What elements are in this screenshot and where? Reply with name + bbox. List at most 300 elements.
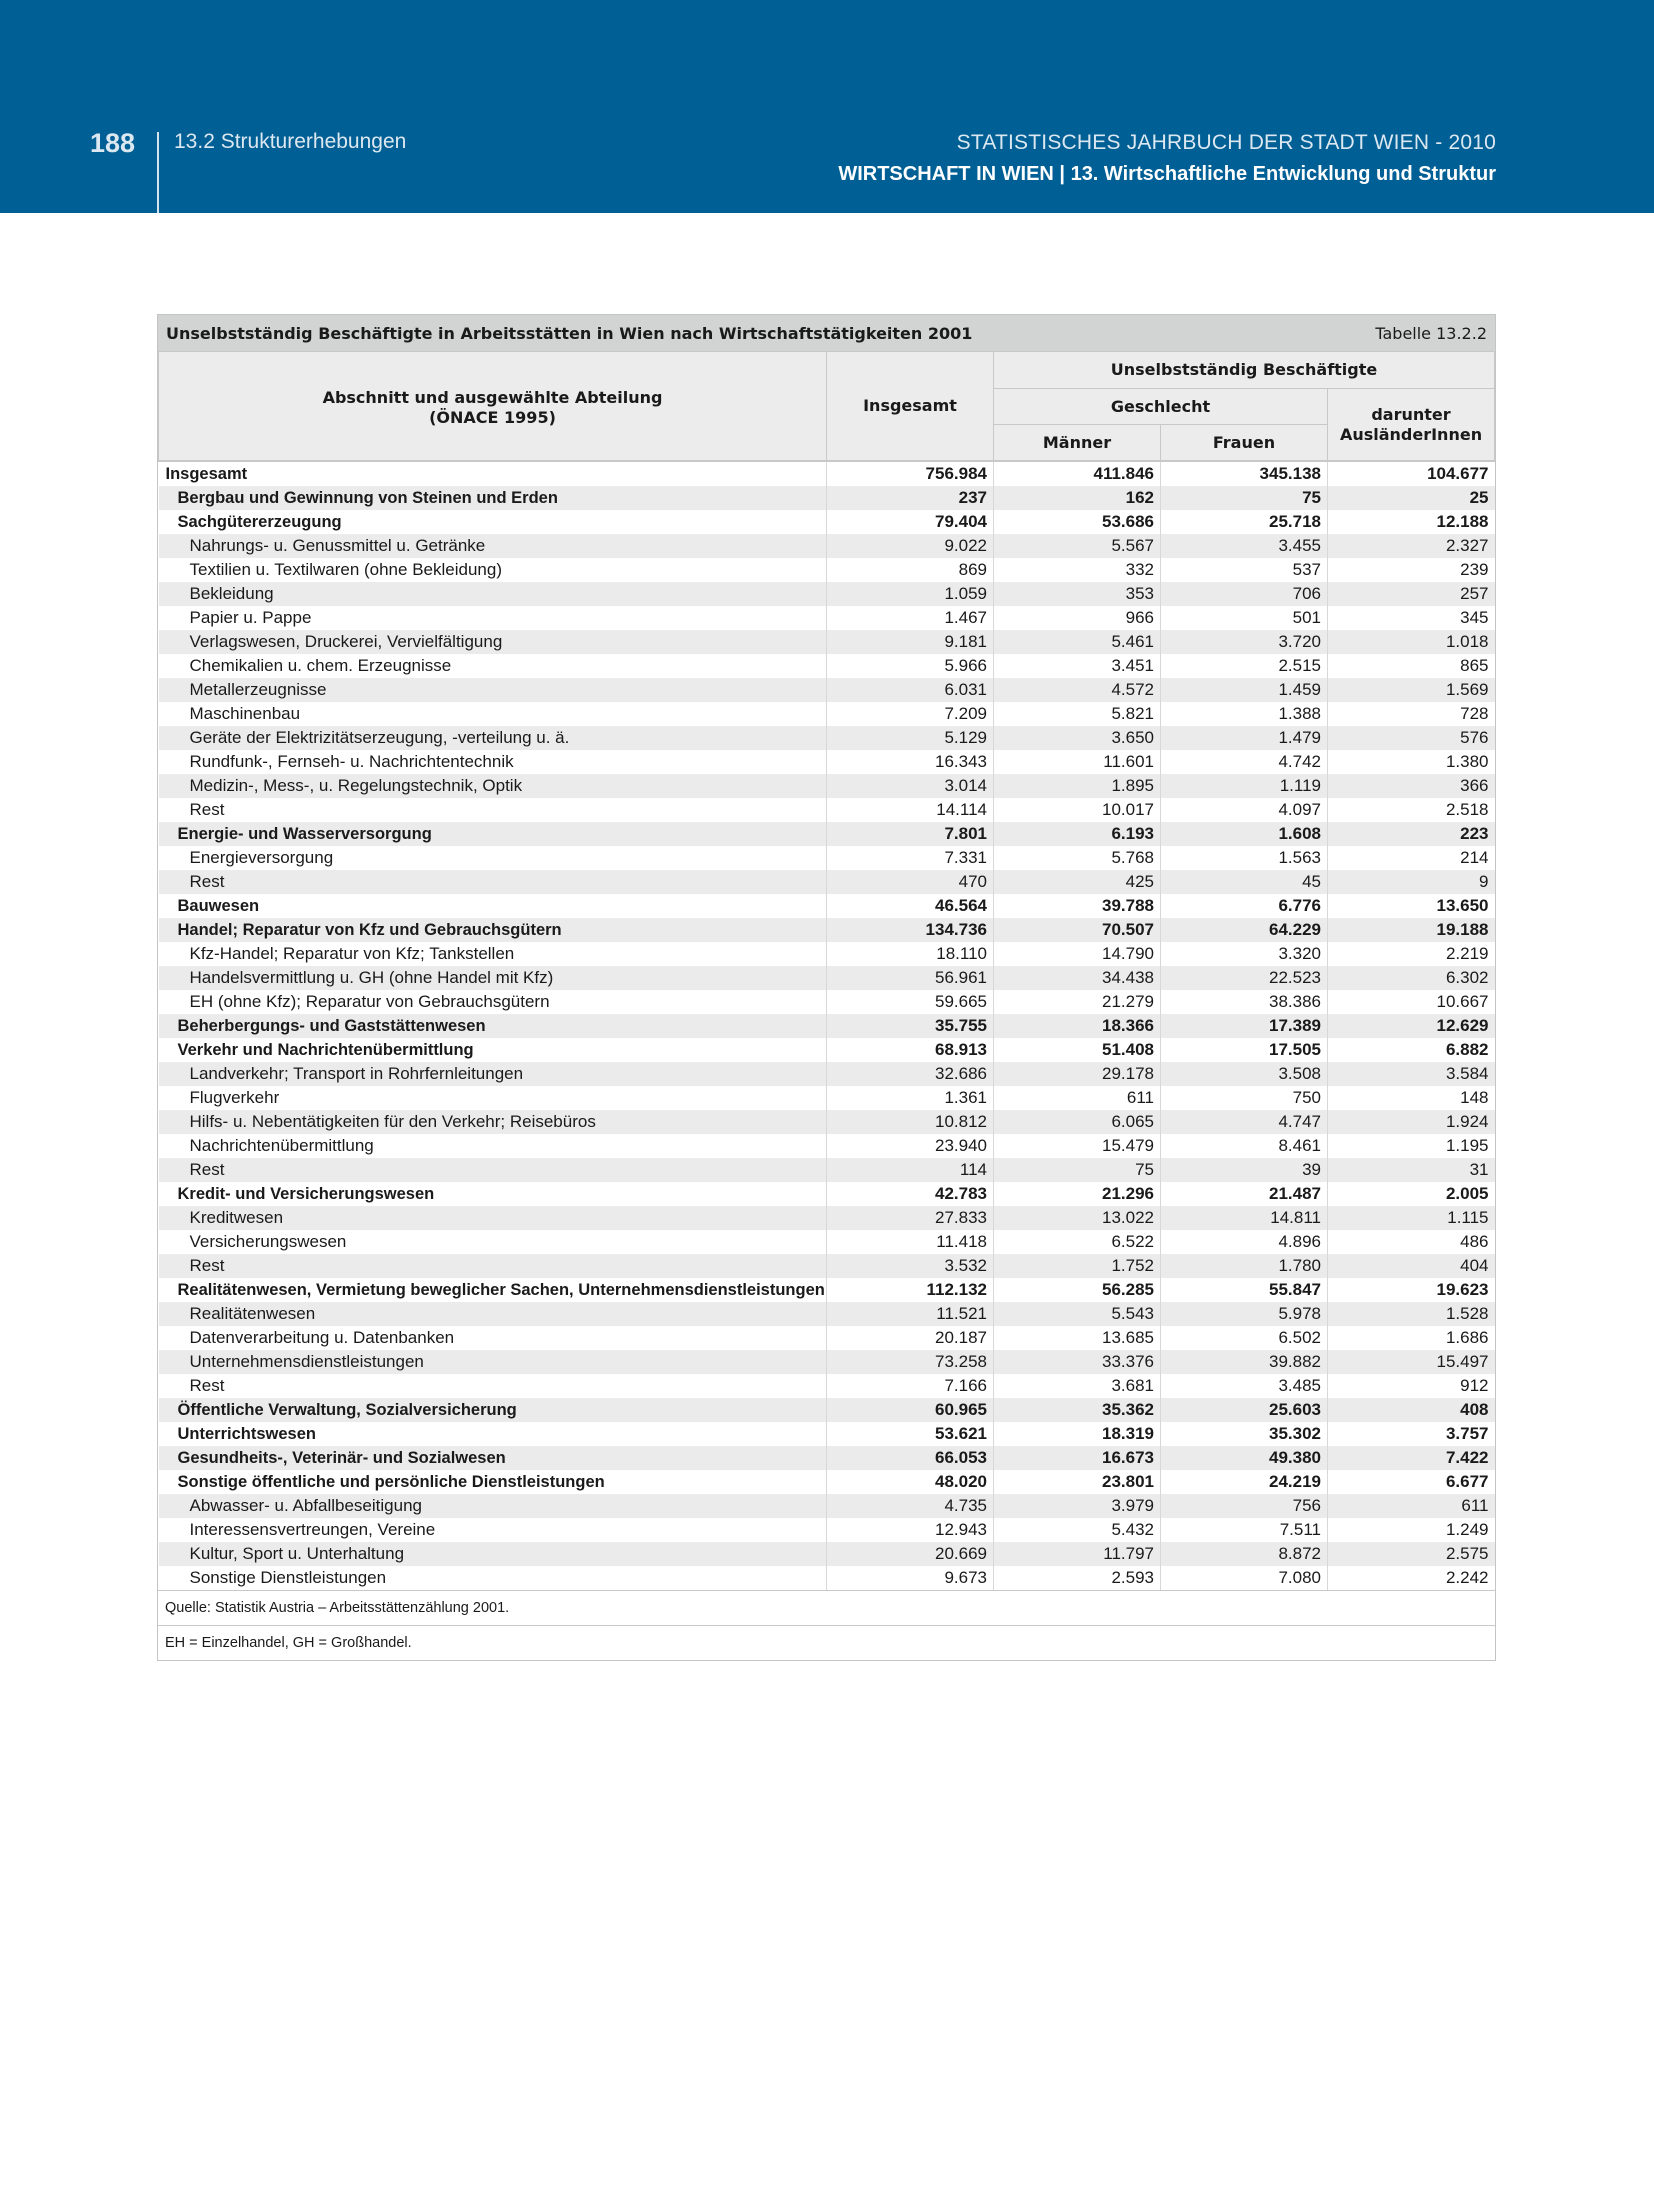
- cell-foreigners: 1.686: [1445, 1328, 1489, 1347]
- cell-women: 1.388: [1161, 702, 1328, 726]
- cell-total: 9.181: [827, 630, 994, 654]
- header-foreigners: [1328, 389, 1495, 462]
- chapter-title: WIRTSCHAFT IN WIEN | 13. Wirtschaftliche Entwicklung und Struktur: [838, 163, 1496, 185]
- cell-men: 15.479: [994, 1134, 1161, 1158]
- cell-foreigners: 257: [1460, 584, 1489, 603]
- cell-men: 6.193: [994, 822, 1161, 846]
- table-row: [159, 678, 1495, 702]
- cell-men: 51.408: [994, 1038, 1161, 1062]
- yearbook-title: STATISTISCHES JAHRBUCH DER STADT WIEN - 2010: [956, 131, 1496, 154]
- cell-foreigners: 728: [1460, 704, 1489, 723]
- row-label: Insgesamt: [159, 461, 827, 486]
- table-row: [159, 1446, 1495, 1470]
- cell-total: 7.331: [827, 846, 994, 870]
- row-label: Kredit- und Versicherungswesen: [159, 1182, 827, 1206]
- cell-women: 17.389: [1161, 1014, 1328, 1038]
- row-label: Rundfunk-, Fernseh- u. Nachrichtentechnik: [159, 750, 827, 774]
- employment-table: [157, 314, 1496, 1661]
- table-row: [159, 1518, 1495, 1542]
- cell-total: 56.961: [827, 966, 994, 990]
- cell-women: 1.780: [1161, 1254, 1328, 1278]
- cell-women: 1.459: [1161, 678, 1328, 702]
- cell-total: 7.166: [827, 1374, 994, 1398]
- cell-foreigners: 31: [1469, 1160, 1489, 1179]
- table-row: [159, 1086, 1495, 1110]
- cell-total: 42.783: [827, 1182, 994, 1206]
- row-label: Medizin-, Mess-, u. Regelungstechnik, Optik: [159, 774, 827, 798]
- cell-men: 34.438: [994, 966, 1161, 990]
- cell-total: 14.114: [827, 798, 994, 822]
- cell-men: 3.681: [994, 1374, 1161, 1398]
- table-row: [159, 1014, 1495, 1038]
- cell-foreigners: 9: [1479, 872, 1489, 891]
- table-row: [159, 1038, 1495, 1062]
- cell-men: 53.686: [994, 510, 1161, 534]
- cell-men: 21.296: [994, 1182, 1161, 1206]
- row-label: Abwasser- u. Abfallbeseitigung: [159, 1494, 827, 1518]
- table-row: [159, 630, 1495, 654]
- cell-men: 39.788: [994, 894, 1161, 918]
- cell-men: 4.572: [994, 678, 1161, 702]
- row-label: Realitätenwesen: [159, 1302, 827, 1326]
- cell-foreigners: 214: [1460, 848, 1489, 867]
- cell-foreigners: 611: [1461, 1496, 1489, 1515]
- table-row: [159, 702, 1495, 726]
- table-row: [159, 1422, 1495, 1446]
- row-label: Kreditwesen: [159, 1206, 827, 1230]
- cell-total: 237: [827, 486, 994, 510]
- cell-women: 64.229: [1161, 918, 1328, 942]
- row-label: Verlagswesen, Druckerei, Vervielfältigung: [159, 630, 827, 654]
- header-group: Unselbstständig Beschäftigte: [994, 352, 1495, 389]
- table-row: [159, 894, 1495, 918]
- table-title: Unselbstständig Beschäftigte in Arbeitsstätten in Wien nach Wirtschaftstätigkeiten 2001: [166, 323, 973, 343]
- row-label: Gesundheits-, Veterinär- und Sozialwesen: [159, 1446, 827, 1470]
- row-label: Versicherungswesen: [159, 1230, 827, 1254]
- cell-foreigners: 6.882: [1445, 1040, 1489, 1059]
- cell-men: 13.685: [994, 1326, 1161, 1350]
- cell-women: 8.461: [1161, 1134, 1328, 1158]
- table-row: [159, 1470, 1495, 1494]
- cell-men: 3.451: [994, 654, 1161, 678]
- cell-total: 5.129: [827, 726, 994, 750]
- row-label: Bekleidung: [159, 582, 827, 606]
- cell-men: 14.790: [994, 942, 1161, 966]
- cell-total: 27.833: [827, 1206, 994, 1230]
- cell-total: 3.014: [827, 774, 994, 798]
- row-label: Energieversorgung: [159, 846, 827, 870]
- cell-women: 5.978: [1161, 1302, 1328, 1326]
- cell-men: 70.507: [994, 918, 1161, 942]
- page-number: 188: [90, 128, 136, 158]
- row-label: Datenverarbeitung u. Datenbanken: [159, 1326, 827, 1350]
- cell-foreigners: 1.924: [1445, 1112, 1489, 1131]
- row-label: Handel; Reparatur von Kfz und Gebrauchsgütern: [159, 918, 827, 942]
- header-band: [0, 0, 1654, 213]
- cell-women: 1.119: [1161, 774, 1328, 798]
- row-label: Rest: [159, 1374, 827, 1398]
- row-label: Rest: [159, 798, 827, 822]
- cell-foreigners: 13.650: [1436, 896, 1489, 915]
- row-label: Nachrichtenübermittlung: [159, 1134, 827, 1158]
- cell-foreigners: 15.497: [1436, 1352, 1489, 1371]
- table-row: [159, 726, 1495, 750]
- cell-women: 3.720: [1161, 630, 1328, 654]
- table-row: [159, 966, 1495, 990]
- cell-foreigners: 2.575: [1445, 1544, 1489, 1563]
- cell-foreigners: 3.584: [1445, 1064, 1489, 1083]
- row-label: Energie- und Wasserversorgung: [159, 822, 827, 846]
- cell-total: 79.404: [827, 510, 994, 534]
- cell-total: 6.031: [827, 678, 994, 702]
- header-foreigners-label: darunter AusländerInnen: [1339, 404, 1483, 444]
- cell-total: 134.736: [827, 918, 994, 942]
- row-label: Bergbau und Gewinnung von Steinen und Erden: [159, 486, 827, 510]
- cell-total: 20.669: [827, 1542, 994, 1566]
- row-label: Sonstige öffentliche und persönliche Dienstleistungen: [159, 1470, 827, 1494]
- cell-men: 21.279: [994, 990, 1161, 1014]
- cell-total: 112.132: [827, 1278, 994, 1302]
- cell-foreigners: 19.188: [1436, 920, 1489, 939]
- row-label: Bauwesen: [159, 894, 827, 918]
- cell-women: 3.485: [1161, 1374, 1328, 1398]
- cell-total: 48.020: [827, 1470, 994, 1494]
- row-label: Maschinenbau: [159, 702, 827, 726]
- table-row: [159, 990, 1495, 1014]
- cell-men: 5.543: [994, 1302, 1161, 1326]
- cell-foreigners: 1.569: [1445, 680, 1489, 699]
- row-label: Hilfs- u. Nebentätigkeiten für den Verkehr; Reisebüros: [159, 1110, 827, 1134]
- row-label: Verkehr und Nachrichtenübermittlung: [159, 1038, 827, 1062]
- cell-women: 39: [1161, 1158, 1328, 1182]
- cell-women: 7.080: [1161, 1566, 1328, 1590]
- cell-men: 162: [994, 486, 1161, 510]
- cell-foreigners: 1.195: [1445, 1136, 1489, 1155]
- table-row: [159, 1374, 1495, 1398]
- cell-men: 5.768: [994, 846, 1161, 870]
- cell-women: 7.511: [1161, 1518, 1328, 1542]
- cell-women: 756: [1161, 1494, 1328, 1518]
- table-row: [159, 1566, 1495, 1590]
- cell-women: 6.502: [1161, 1326, 1328, 1350]
- row-label: Flugverkehr: [159, 1086, 827, 1110]
- cell-women: 38.386: [1161, 990, 1328, 1014]
- cell-foreigners: 1.380: [1445, 752, 1489, 771]
- cell-foreigners: 104.677: [1328, 461, 1495, 486]
- cell-foreigners: 148: [1460, 1088, 1489, 1107]
- row-label: Sonstige Dienstleistungen: [159, 1566, 827, 1590]
- cell-women: 25.718: [1161, 510, 1328, 534]
- row-label: Handelsvermittlung u. GH (ohne Handel mit Kfz): [159, 966, 827, 990]
- cell-men: 75: [994, 1158, 1161, 1182]
- header-women: Frauen: [1161, 425, 1328, 462]
- row-label: Metallerzeugnisse: [159, 678, 827, 702]
- cell-foreigners: 1.018: [1445, 632, 1489, 651]
- table-row: [159, 606, 1495, 630]
- cell-foreigners: 1.115: [1447, 1208, 1489, 1227]
- section-label: 13.2 Strukturerhebungen: [174, 130, 407, 153]
- row-label: Realitätenwesen, Vermietung beweglicher Sachen, Unternehmensdienstleistungen: [159, 1278, 827, 1302]
- cell-foreigners: 1.249: [1445, 1520, 1489, 1539]
- table-note: EH = Einzelhandel, GH = Großhandel.: [158, 1625, 1495, 1660]
- cell-men: 33.376: [994, 1350, 1161, 1374]
- cell-foreigners: 3.757: [1445, 1424, 1489, 1443]
- cell-total: 53.621: [827, 1422, 994, 1446]
- cell-total: 66.053: [827, 1446, 994, 1470]
- cell-men: 3.979: [994, 1494, 1161, 1518]
- cell-total: 60.965: [827, 1398, 994, 1422]
- cell-foreigners: 6.302: [1445, 968, 1489, 987]
- cell-women: 501: [1161, 606, 1328, 630]
- table-row: [159, 1278, 1495, 1302]
- cell-men: 35.362: [994, 1398, 1161, 1422]
- cell-women: 3.455: [1161, 534, 1328, 558]
- cell-men: 1.752: [994, 1254, 1161, 1278]
- table-row: [159, 822, 1495, 846]
- table-row: [159, 1398, 1495, 1422]
- cell-women: 45: [1161, 870, 1328, 894]
- row-label: Landverkehr; Transport in Rohrfernleitungen: [159, 1062, 827, 1086]
- data-table: [158, 351, 1495, 1590]
- row-label: Papier u. Pappe: [159, 606, 827, 630]
- cell-men: 425: [994, 870, 1161, 894]
- cell-women: 1.479: [1161, 726, 1328, 750]
- cell-men: 16.673: [994, 1446, 1161, 1470]
- cell-women: 49.380: [1161, 1446, 1328, 1470]
- cell-women: 345.138: [1161, 461, 1328, 486]
- cell-total: 1.361: [827, 1086, 994, 1110]
- header-gender: Geschlecht: [994, 389, 1328, 425]
- table-row: [159, 1134, 1495, 1158]
- cell-women: 8.872: [1161, 1542, 1328, 1566]
- cell-women: 35.302: [1161, 1422, 1328, 1446]
- table-row: [159, 461, 1495, 486]
- cell-men: 5.461: [994, 630, 1161, 654]
- row-label: Textilien u. Textilwaren (ohne Bekleidung): [159, 558, 827, 582]
- cell-women: 4.742: [1161, 750, 1328, 774]
- cell-total: 4.735: [827, 1494, 994, 1518]
- header-men: Männer: [994, 425, 1161, 462]
- cell-women: 14.811: [1161, 1206, 1328, 1230]
- cell-total: 23.940: [827, 1134, 994, 1158]
- cell-total: 9.022: [827, 534, 994, 558]
- cell-men: 1.895: [994, 774, 1161, 798]
- row-label: Interessensvertreungen, Vereine: [159, 1518, 827, 1542]
- table-row: [159, 1182, 1495, 1206]
- table-row: [159, 1326, 1495, 1350]
- cell-men: 18.366: [994, 1014, 1161, 1038]
- cell-foreigners: 7.422: [1445, 1448, 1489, 1467]
- cell-foreigners: 2.005: [1445, 1184, 1489, 1203]
- cell-women: 24.219: [1161, 1470, 1328, 1494]
- cell-total: 32.686: [827, 1062, 994, 1086]
- cell-total: 7.801: [827, 822, 994, 846]
- table-row: [159, 774, 1495, 798]
- table-row: [159, 654, 1495, 678]
- cell-men: 2.593: [994, 1566, 1161, 1590]
- table-row: [159, 798, 1495, 822]
- cell-men: 966: [994, 606, 1161, 630]
- cell-women: 4.097: [1161, 798, 1328, 822]
- table-row: [159, 1302, 1495, 1326]
- table-row: [159, 582, 1495, 606]
- cell-men: 5.567: [994, 534, 1161, 558]
- row-label: Nahrungs- u. Genussmittel u. Getränke: [159, 534, 827, 558]
- row-label: Öffentliche Verwaltung, Sozialversicherung: [159, 1398, 827, 1422]
- cell-men: 56.285: [994, 1278, 1161, 1302]
- row-label: Kfz-Handel; Reparatur von Kfz; Tankstellen: [159, 942, 827, 966]
- cell-women: 750: [1161, 1086, 1328, 1110]
- cell-women: 3.320: [1161, 942, 1328, 966]
- cell-foreigners: 223: [1460, 824, 1489, 843]
- cell-foreigners: 912: [1460, 1376, 1489, 1395]
- cell-total: 11.521: [827, 1302, 994, 1326]
- table-row: [159, 1542, 1495, 1566]
- cell-women: 4.747: [1161, 1110, 1328, 1134]
- cell-women: 706: [1161, 582, 1328, 606]
- cell-men: 3.650: [994, 726, 1161, 750]
- table-row: [159, 1158, 1495, 1182]
- cell-foreigners: 6.677: [1445, 1472, 1489, 1491]
- header-total: Insgesamt: [827, 352, 994, 462]
- cell-men: 6.065: [994, 1110, 1161, 1134]
- table-row: [159, 870, 1495, 894]
- cell-women: 55.847: [1161, 1278, 1328, 1302]
- cell-men: 411.846: [994, 461, 1161, 486]
- cell-total: 10.812: [827, 1110, 994, 1134]
- cell-foreigners: 19.623: [1436, 1280, 1489, 1299]
- cell-men: 18.319: [994, 1422, 1161, 1446]
- cell-total: 3.532: [827, 1254, 994, 1278]
- cell-foreigners: 10.667: [1436, 992, 1489, 1011]
- table-row: [159, 1206, 1495, 1230]
- table-row: [159, 1062, 1495, 1086]
- cell-foreigners: 12.629: [1436, 1016, 1489, 1035]
- cell-women: 537: [1161, 558, 1328, 582]
- cell-foreigners: 1.528: [1445, 1304, 1489, 1323]
- cell-total: 114: [827, 1158, 994, 1182]
- cell-men: 23.801: [994, 1470, 1161, 1494]
- table-row: [159, 846, 1495, 870]
- row-label: Unternehmensdienstleistungen: [159, 1350, 827, 1374]
- cell-total: 59.665: [827, 990, 994, 1014]
- table-row: [159, 1350, 1495, 1374]
- table-row: [159, 534, 1495, 558]
- cell-women: 1.608: [1161, 822, 1328, 846]
- table-row: [159, 1110, 1495, 1134]
- cell-foreigners: 576: [1460, 728, 1489, 747]
- cell-men: 5.432: [994, 1518, 1161, 1542]
- table-row: [159, 510, 1495, 534]
- cell-total: 46.564: [827, 894, 994, 918]
- cell-total: 5.966: [827, 654, 994, 678]
- cell-women: 21.487: [1161, 1182, 1328, 1206]
- cell-total: 1.467: [827, 606, 994, 630]
- cell-total: 16.343: [827, 750, 994, 774]
- cell-foreigners: 2.219: [1445, 944, 1489, 963]
- header-section-label: Abschnitt und ausgewählte Abteilung (ÖNACE 1995): [322, 388, 663, 427]
- cell-total: 1.059: [827, 582, 994, 606]
- cell-total: 73.258: [827, 1350, 994, 1374]
- table-row: [159, 558, 1495, 582]
- cell-women: 3.508: [1161, 1062, 1328, 1086]
- cell-women: 75: [1161, 486, 1328, 510]
- row-label: Sachgütererzeugung: [159, 510, 827, 534]
- cell-men: 29.178: [994, 1062, 1161, 1086]
- cell-men: 13.022: [994, 1206, 1161, 1230]
- table-row: [159, 918, 1495, 942]
- cell-total: 11.418: [827, 1230, 994, 1254]
- cell-foreigners: 366: [1460, 776, 1489, 795]
- cell-men: 5.821: [994, 702, 1161, 726]
- table-row: [159, 750, 1495, 774]
- header-divider: [157, 132, 159, 213]
- cell-total: 18.110: [827, 942, 994, 966]
- cell-women: 22.523: [1161, 966, 1328, 990]
- cell-foreigners: 345: [1460, 608, 1489, 627]
- cell-men: 11.797: [994, 1542, 1161, 1566]
- table-row: [159, 942, 1495, 966]
- cell-total: 20.187: [827, 1326, 994, 1350]
- table-caption: [158, 315, 1495, 351]
- cell-men: 6.522: [994, 1230, 1161, 1254]
- cell-total: 9.673: [827, 1566, 994, 1590]
- cell-women: 1.563: [1161, 846, 1328, 870]
- cell-men: 611: [994, 1086, 1161, 1110]
- cell-foreigners: 2.242: [1445, 1568, 1489, 1587]
- row-label: Beherbergungs- und Gaststättenwesen: [159, 1014, 827, 1038]
- cell-foreigners: 404: [1460, 1256, 1489, 1275]
- cell-men: 332: [994, 558, 1161, 582]
- cell-foreigners: 408: [1460, 1400, 1489, 1419]
- cell-women: 17.505: [1161, 1038, 1328, 1062]
- row-label: Geräte der Elektrizitätserzeugung, -verteilung u. ä.: [159, 726, 827, 750]
- cell-foreigners: 2.518: [1445, 800, 1489, 819]
- cell-total: 35.755: [827, 1014, 994, 1038]
- table-source: Quelle: Statistik Austria – Arbeitsstättenzählung 2001.: [158, 1590, 1495, 1625]
- table-row: [159, 486, 1495, 510]
- row-label: Rest: [159, 870, 827, 894]
- cell-women: 39.882: [1161, 1350, 1328, 1374]
- cell-total: 7.209: [827, 702, 994, 726]
- cell-foreigners: 239: [1460, 560, 1489, 579]
- table-row: [159, 1230, 1495, 1254]
- cell-women: 25.603: [1161, 1398, 1328, 1422]
- row-label: Kultur, Sport u. Unterhaltung: [159, 1542, 827, 1566]
- cell-foreigners: 12.188: [1436, 512, 1489, 531]
- row-label: Unterrichtswesen: [159, 1422, 827, 1446]
- cell-women: 4.896: [1161, 1230, 1328, 1254]
- cell-total: 869: [827, 558, 994, 582]
- table-row: [159, 1494, 1495, 1518]
- cell-men: 10.017: [994, 798, 1161, 822]
- cell-men: 11.601: [994, 750, 1161, 774]
- table-id: Tabelle 13.2.2: [1375, 323, 1487, 343]
- cell-total: 756.984: [827, 461, 994, 486]
- header-section-column: [159, 352, 827, 462]
- table-body: [159, 461, 1495, 1590]
- row-label: Rest: [159, 1158, 827, 1182]
- cell-total: 470: [827, 870, 994, 894]
- row-label: Chemikalien u. chem. Erzeugnisse: [159, 654, 827, 678]
- row-label: Rest: [159, 1254, 827, 1278]
- cell-foreigners: 486: [1460, 1232, 1489, 1251]
- row-label: EH (ohne Kfz); Reparatur von Gebrauchsgütern: [159, 990, 827, 1014]
- table-row: [159, 1254, 1495, 1278]
- cell-total: 12.943: [827, 1518, 994, 1542]
- cell-women: 2.515: [1161, 654, 1328, 678]
- cell-women: 6.776: [1161, 894, 1328, 918]
